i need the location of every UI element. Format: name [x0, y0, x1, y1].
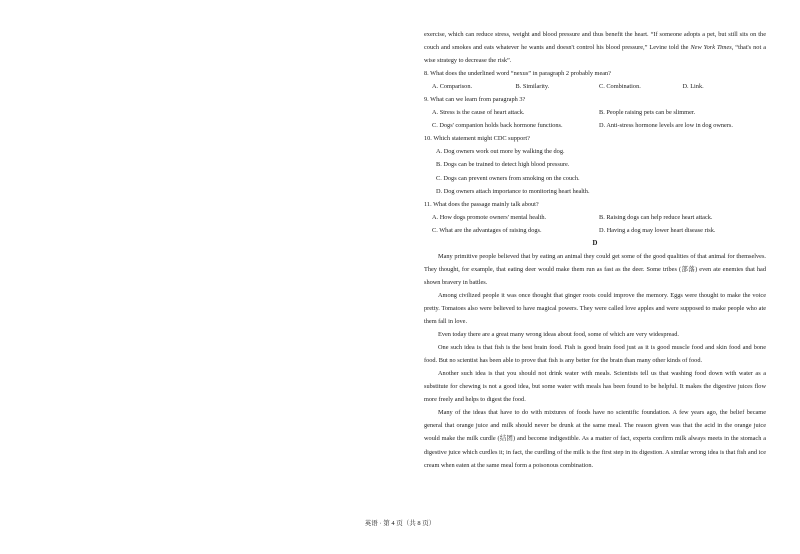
text-column	[424, 28, 766, 472]
passage-d-paragraph-5: Another such idea is that you should not drink water with meals. Scientists tell us that washing food down with water as a substitute for chewing is not a good idea, but some water with meals has been found to be helpful. It makes the digestive juices flow more freely and helps to digest the food.	[424, 370, 766, 404]
question-stem: 11. What does the passage mainly talk about?	[424, 200, 539, 208]
option-b: B. Raising dogs can help reduce heart attack.	[599, 213, 713, 221]
option-c: C. What are the advantages of raising dogs.	[432, 226, 542, 234]
passage-c-ending	[424, 28, 766, 67]
option-c: C. Dogs' companion holds back hormone functions.	[432, 122, 563, 130]
option-d: D. Link.	[682, 83, 704, 91]
options-row-1	[432, 211, 766, 224]
options-row-2	[432, 224, 766, 237]
option-d: D. Having a dog may lower heart disease risk.	[599, 226, 716, 234]
passage-d-paragraph-3: Even today there are a great many wrong ideas about food, some of which are very widespread.	[438, 331, 679, 339]
option-a: A. Comparison.	[432, 83, 473, 91]
option-d: D. Dog owners attach importance to monitoring heart health.	[436, 187, 590, 195]
option-d: D. Anti-stress hormone levels are low in dog owners.	[599, 122, 733, 130]
option-b: B. People raising pets can be slimmer.	[599, 109, 696, 117]
section-heading: D	[592, 239, 598, 247]
question-stem: 8. What does the underlined word “nexus” in paragraph 2 probably mean?	[424, 70, 611, 78]
question-stem: 10. Which statement might CDC support?	[424, 135, 530, 143]
option-b: B. Dogs can be trained to detect high blood pressure.	[436, 161, 570, 169]
option-a: A. How dogs promote owners' mental health.	[432, 213, 547, 221]
option-c: C. Combination.	[599, 83, 641, 91]
question-stem: 9. What can we learn from paragraph 3?	[424, 96, 526, 104]
passage-d-paragraph-1: Many primitive people believed that by eating an animal they could get some of the good qualities of that animal for themselves. They thought, for example, that eating deer would make them run as fast as the deer. Some tribes (部落) even ate enemies that had shown bravery in battles.	[424, 252, 766, 286]
options	[432, 80, 766, 93]
question-11	[424, 198, 766, 237]
option-a: A. Dog owners work out more by walking the dog.	[436, 148, 565, 156]
option-a: A. Stress is the cause of heart attack.	[432, 109, 525, 117]
newspaper-name: New York Times	[690, 44, 732, 52]
page-footer: 英语 · 第 4 页（共 8 页）	[364, 520, 436, 527]
passage-c-text-end: , “that's not a wise strategy to decrease the risk”.	[424, 44, 767, 65]
passage-d-paragraph-6: Many of the ideas that have to do with mixtures of foods have no scientific foundation. A few years ago, the belief became general that orange juice and milk should never be drunk at the same meal. The reason given was that the acid in the orange juice would make the milk curdle (结团) and become indigestible. As a matter of fact, experts confirm milk always meets in the stomach a digestive juice which curdles it; in fact, the curdling of the milk is the first step in its digestion. A similar wrong idea is that fish and ice cream when eaten at the same meal form a poisonous combination.	[424, 409, 766, 469]
question-9	[424, 93, 766, 132]
question-10	[424, 132, 766, 197]
option-b: B. Similarity.	[515, 83, 550, 91]
passage-d-paragraph-4: One such idea is that fish is the best brain food. Fish is good brain food just as it is good muscle food and skin food and bone food. But no scientist has been able to prove that fish is any better for the brain than many other kinds of food.	[424, 344, 766, 365]
passage-d-paragraph-2: Among civilized people it was once thought that ginger roots could improve the memory. Eggs were thought to make the voice pretty. Tomatoes also were believed to have magical powers. They were called love apples and were supposed to make people who ate them fall in love.	[424, 291, 766, 326]
question-8	[424, 67, 766, 93]
option-c: C. Dogs can prevent owners from smoking on the couch.	[436, 174, 580, 182]
options-row-2	[432, 119, 766, 132]
options-row-1	[432, 106, 766, 119]
passage-c-text: exercise, which can reduce stress, weight and blood pressure and thus benefit the heart. “If someone adopts a pet, but still sits on the couch and smokes and eats whatever he wants and doesn't control his blood pressure,” Levine told the	[424, 31, 766, 52]
